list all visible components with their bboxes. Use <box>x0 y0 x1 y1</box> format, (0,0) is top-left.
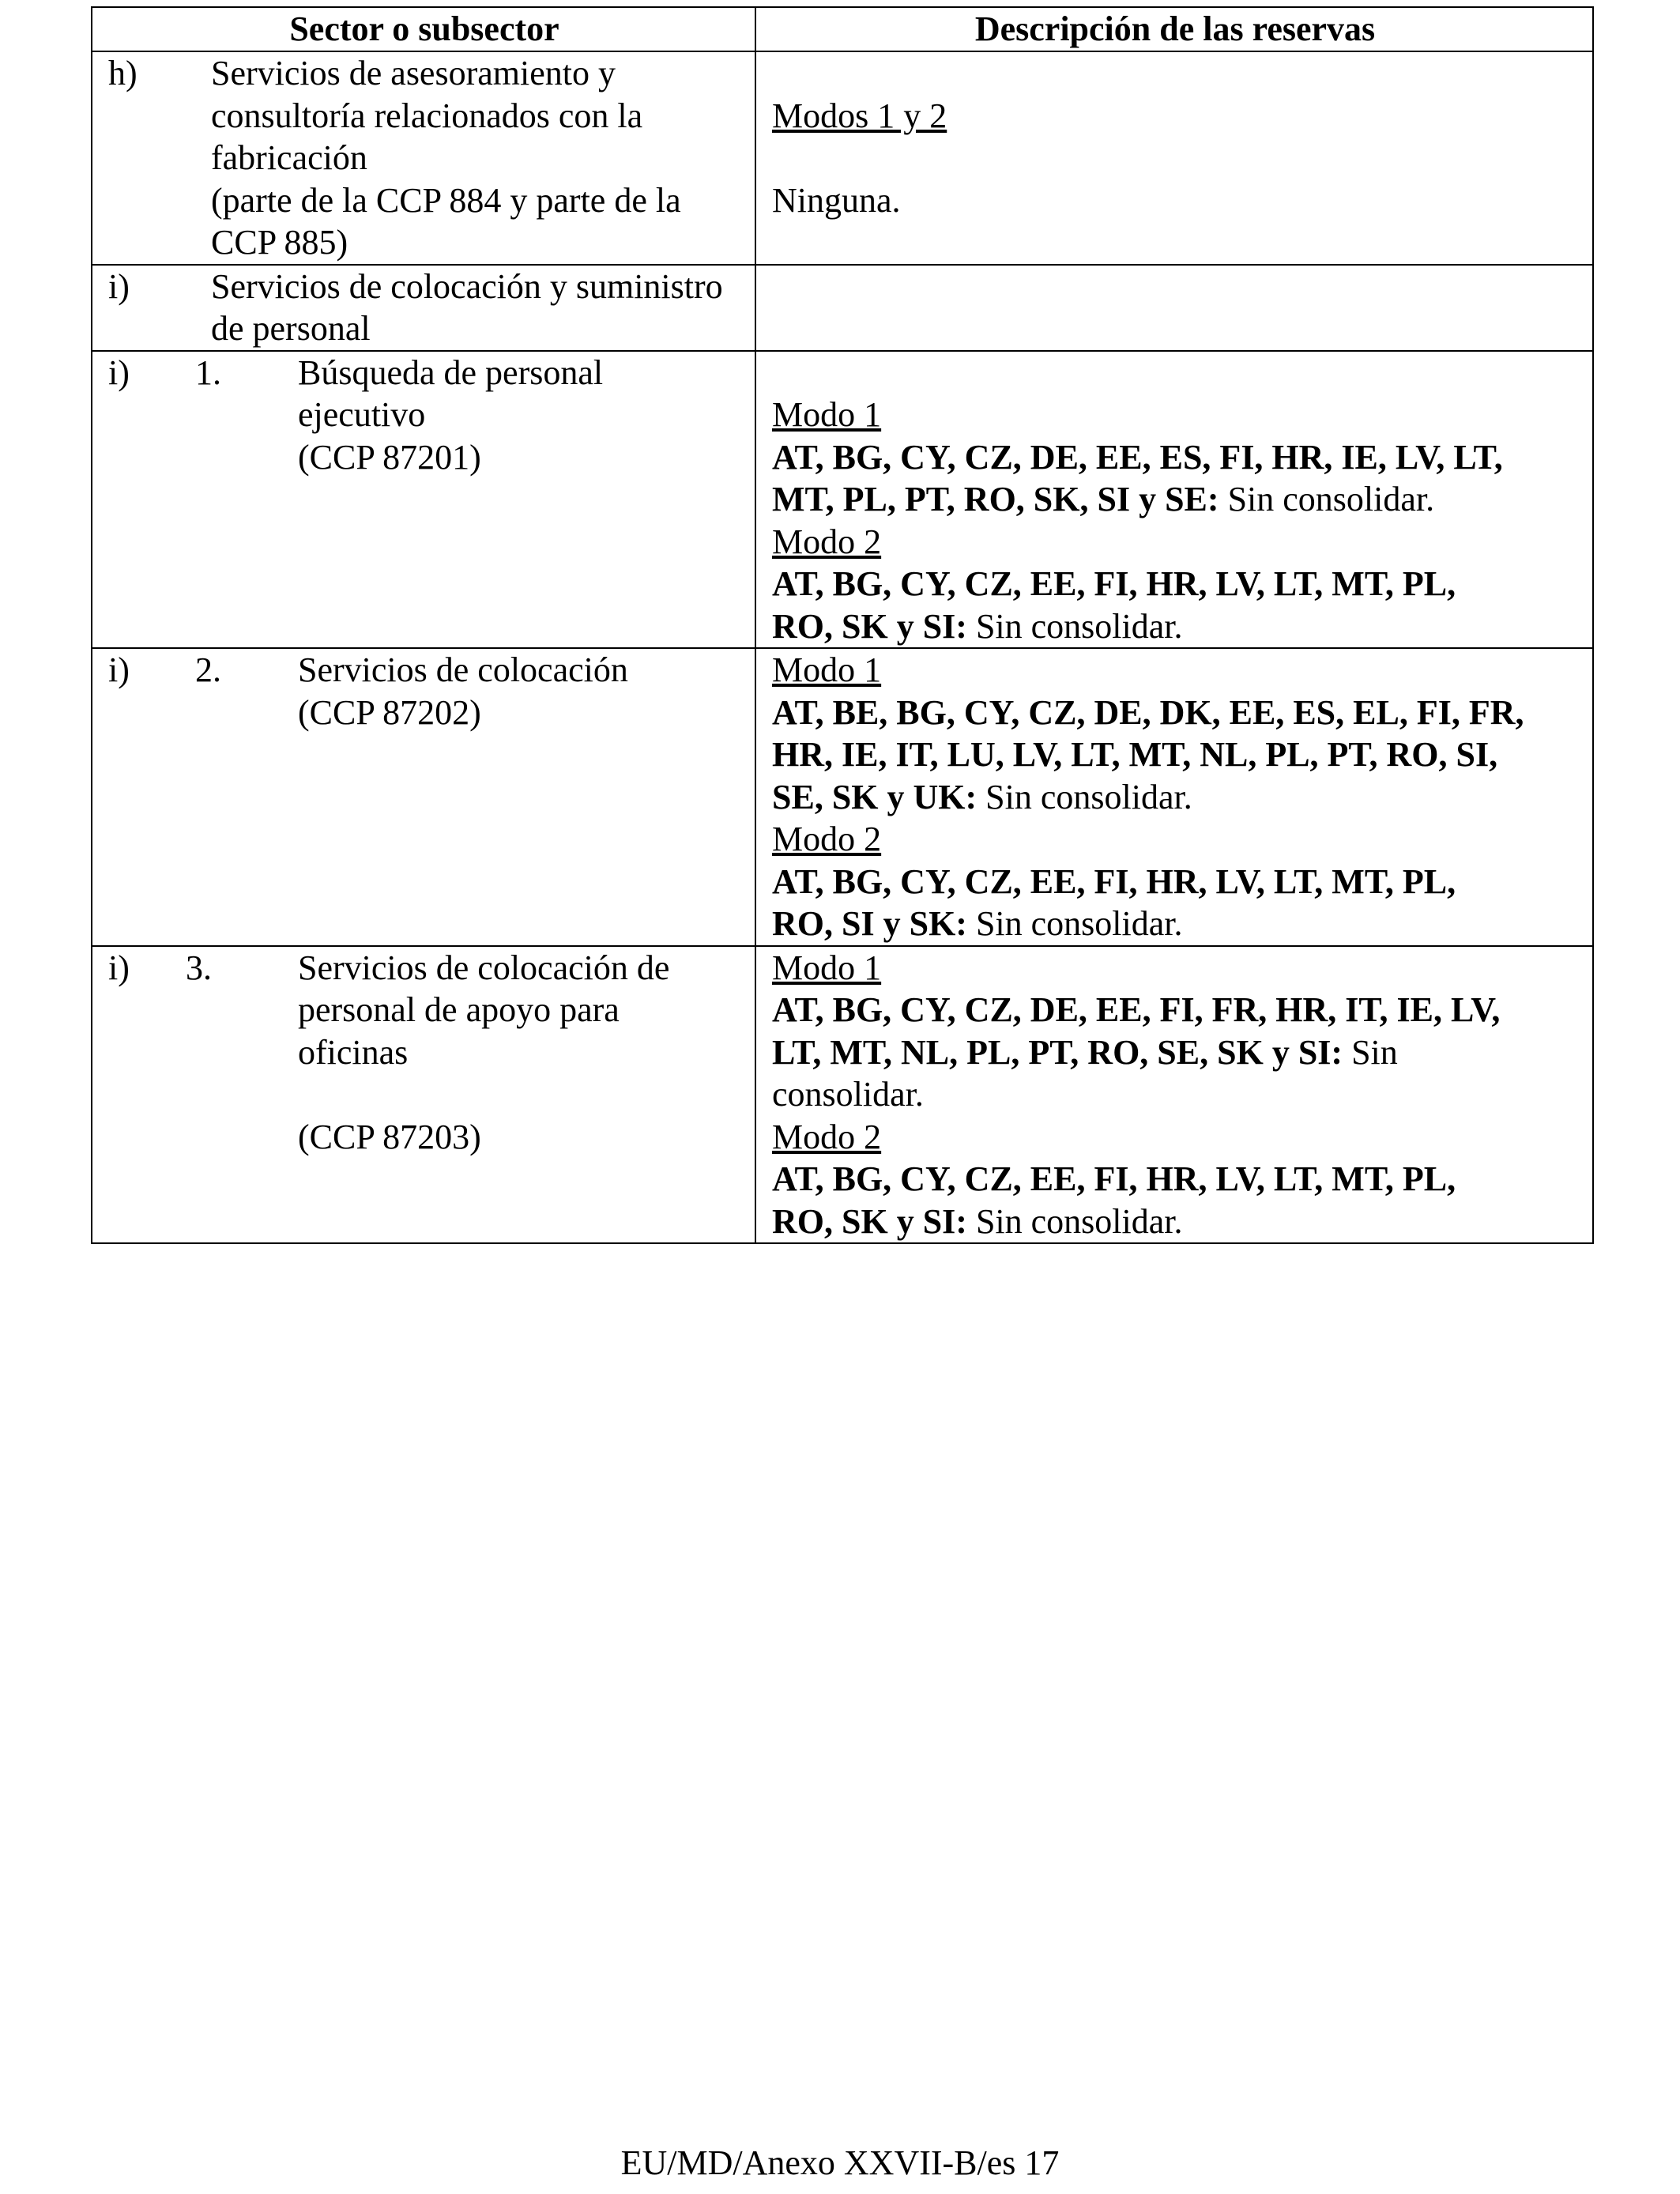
mode2-heading: Modo 2 <box>772 820 882 858</box>
sector-cell <box>92 51 755 265</box>
sector-line: fabricación <box>211 138 367 177</box>
mode-heading: Modos 1 y 2 <box>772 96 947 135</box>
sector-line: Servicios de colocación y suministro <box>211 266 723 306</box>
row-label: i) <box>108 266 130 306</box>
row-label: h) <box>108 54 137 92</box>
mode-text: Ninguna. <box>772 180 901 220</box>
sector-line: Servicios de colocación de <box>298 948 670 987</box>
mode2-countries: RO, SK y SI: <box>772 1201 967 1241</box>
header-sector: Sector o subsector <box>92 7 755 51</box>
sector-line: (parte de la CCP 884 y parte de la <box>211 180 681 220</box>
row-label: i) <box>108 948 130 987</box>
sector-line: oficinas <box>298 1032 409 1072</box>
mode2-heading: Modo 2 <box>772 1117 882 1156</box>
mode1-heading: Modo 1 <box>772 948 882 987</box>
mode1-countries: MT, PL, PT, RO, SK, SI y SE: <box>772 480 1219 518</box>
reservations-table <box>91 6 1594 1244</box>
mode2-countries: RO, SK y SI: <box>772 606 967 646</box>
mode2-reservation: Sin consolidar. <box>966 904 1183 943</box>
sector-line: Servicios de asesoramiento y <box>211 54 616 92</box>
mode1-heading: Modo 1 <box>772 395 882 434</box>
description-cell <box>755 946 1593 1244</box>
row-number: 2. <box>195 650 221 689</box>
sector-line: (CCP 87202) <box>298 692 481 732</box>
sector-line: de personal <box>211 309 371 348</box>
table-row <box>92 51 1593 265</box>
sector-line: (CCP 87201) <box>298 437 481 477</box>
description-cell <box>755 351 1593 649</box>
description-cell <box>755 51 1593 265</box>
page-footer: EU/MD/Anexo XXVII-B/es 17 <box>620 2143 1060 2182</box>
mode1-countries: AT, BE, BG, CY, CZ, DE, DK, EE, ES, EL, FI, FR, <box>772 692 1524 732</box>
mode1-heading: Modo 1 <box>772 650 882 689</box>
row-number: 1. <box>195 352 221 392</box>
sector-line: Servicios de colocación <box>298 650 628 689</box>
sector-line: (CCP 87203) <box>298 1117 481 1156</box>
mode1-reservation: Sin <box>1343 1032 1398 1072</box>
description-cell <box>755 265 1593 351</box>
sector-line: consultoría relacionados con la <box>211 96 643 135</box>
header-description: Descripción de las reservas <box>755 7 1593 51</box>
mode2-countries: RO, SI y SK: <box>772 904 967 943</box>
sector-cell <box>92 946 755 1244</box>
sector-line: personal de apoyo para <box>298 990 620 1029</box>
sector-cell <box>92 648 755 946</box>
table-row <box>92 648 1593 946</box>
sector-line: ejecutivo <box>298 395 426 434</box>
table-row <box>92 946 1593 1244</box>
mode2-reservation: Sin consolidar. <box>966 606 1183 646</box>
mode2-heading: Modo 2 <box>772 522 882 561</box>
row-label: i) <box>108 650 130 689</box>
sector-cell <box>92 351 755 649</box>
mode1-countries: SE, SK y UK: <box>772 777 977 816</box>
row-number: 3. <box>186 948 212 987</box>
mode2-countries: AT, BG, CY, CZ, EE, FI, HR, LV, LT, MT, PL, <box>772 1159 1456 1198</box>
mode1-reservation: consolidar. <box>772 1075 924 1114</box>
sector-line: CCP 885) <box>211 223 348 262</box>
sector-line: Búsqueda de personal <box>298 352 604 392</box>
table-row <box>92 351 1593 649</box>
mode1-countries: LT, MT, NL, PL, PT, RO, SE, SK y SI: <box>772 1032 1343 1072</box>
mode1-countries: AT, BG, CY, CZ, DE, EE, FI, FR, HR, IT, IE, LV, <box>772 990 1501 1029</box>
mode2-countries: AT, BG, CY, CZ, EE, FI, HR, LV, LT, MT, PL, <box>772 564 1456 603</box>
mode1-countries: HR, IE, IT, LU, LV, LT, MT, NL, PL, PT, RO, SI, <box>772 735 1498 774</box>
table-row <box>92 265 1593 351</box>
table-header-row <box>92 7 1593 51</box>
mode2-countries: AT, BG, CY, CZ, EE, FI, HR, LV, LT, MT, PL, <box>772 861 1456 901</box>
row-label: i) <box>108 352 130 392</box>
mode1-reservation: Sin consolidar. <box>1219 480 1435 518</box>
mode1-countries: AT, BG, CY, CZ, DE, EE, ES, FI, HR, IE, LV, LT, <box>772 437 1503 477</box>
mode1-reservation: Sin consolidar. <box>977 777 1192 816</box>
sector-cell <box>92 265 755 351</box>
mode2-reservation: Sin consolidar. <box>966 1201 1183 1241</box>
description-cell <box>755 648 1593 946</box>
